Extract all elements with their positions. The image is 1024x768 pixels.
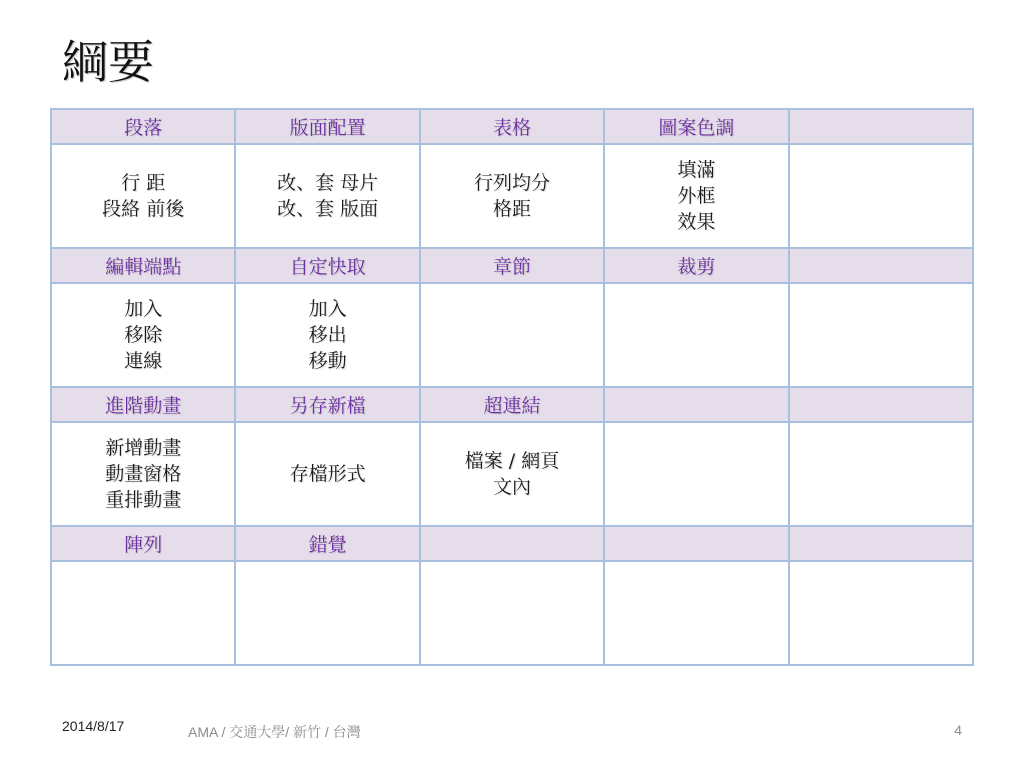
cell-line: 移動 [308,350,347,372]
outline-table [50,108,974,666]
footer-page-number: 4 [954,722,962,738]
cell-line: 行 距 [121,172,166,194]
table-header-row [51,387,973,422]
header-cell [604,387,788,422]
content-cell [51,144,235,248]
content-cell [420,144,604,248]
content-cell [235,144,419,248]
cell-line: 格距 [492,198,531,220]
content-cell [235,283,419,387]
table-header-row [51,526,973,561]
cell-line: 改、套 母片 [277,172,379,194]
cell-line: 移出 [308,324,347,346]
content-cell [789,283,973,387]
header-cell: 另存新檔 [235,387,419,422]
cell-line: 重排動畫 [105,489,182,511]
header-cell [789,248,973,283]
table-content-row [51,144,973,248]
header-cell: 裁剪 [604,248,788,283]
content-cell [789,422,973,526]
content-cell [420,422,604,526]
table-content-row [51,422,973,526]
table-content-row [51,561,973,665]
header-cell [604,526,788,561]
content-cell [604,422,788,526]
cell-line: 填滿 [677,159,716,181]
cell-line: 連線 [124,350,163,372]
cell-line: 檔案 / 網頁 [464,450,560,472]
header-cell: 段落 [51,109,235,144]
cell-line: 效果 [677,211,716,233]
header-cell: 表格 [420,109,604,144]
header-cell: 錯覺 [235,526,419,561]
content-cell [789,144,973,248]
header-cell: 圖案色調 [604,109,788,144]
content-cell [420,561,604,665]
table-header-row [51,248,973,283]
cell-line: 改、套 版面 [277,198,379,220]
content-cell [604,144,788,248]
cell-line: 加入 [124,298,163,320]
footer-organization: AMA / 交通大學/ 新竹 / 台灣 [188,724,361,740]
header-cell: 陣列 [51,526,235,561]
cell-line: 文內 [492,476,531,498]
header-cell: 超連結 [420,387,604,422]
content-cell [789,561,973,665]
header-cell: 自定快取 [235,248,419,283]
table-header-row [51,109,973,144]
slide-title: 綱要 [62,35,154,89]
content-cell [235,561,419,665]
cell-line: 新增動畫 [105,437,182,459]
content-cell [604,561,788,665]
table-content-row [51,283,973,387]
content-cell [51,422,235,526]
content-cell [235,422,419,526]
footer-date: 2014/8/17 [62,718,125,734]
header-cell [789,526,973,561]
header-cell [789,109,973,144]
cell-line: 外框 [677,185,716,207]
header-cell: 版面配置 [235,109,419,144]
header-cell [420,526,604,561]
cell-line: 加入 [308,298,347,320]
cell-line: 存檔形式 [289,463,366,485]
header-cell: 章節 [420,248,604,283]
content-cell [51,283,235,387]
content-cell [51,561,235,665]
header-cell [789,387,973,422]
cell-line: 段絡 前後 [102,198,185,220]
content-cell [604,283,788,387]
cell-line: 行列均分 [473,172,550,194]
content-cell [420,283,604,387]
header-cell: 編輯端點 [51,248,235,283]
cell-line: 動畫窗格 [105,463,182,485]
cell-line: 移除 [124,324,163,346]
header-cell: 進階動畫 [51,387,235,422]
